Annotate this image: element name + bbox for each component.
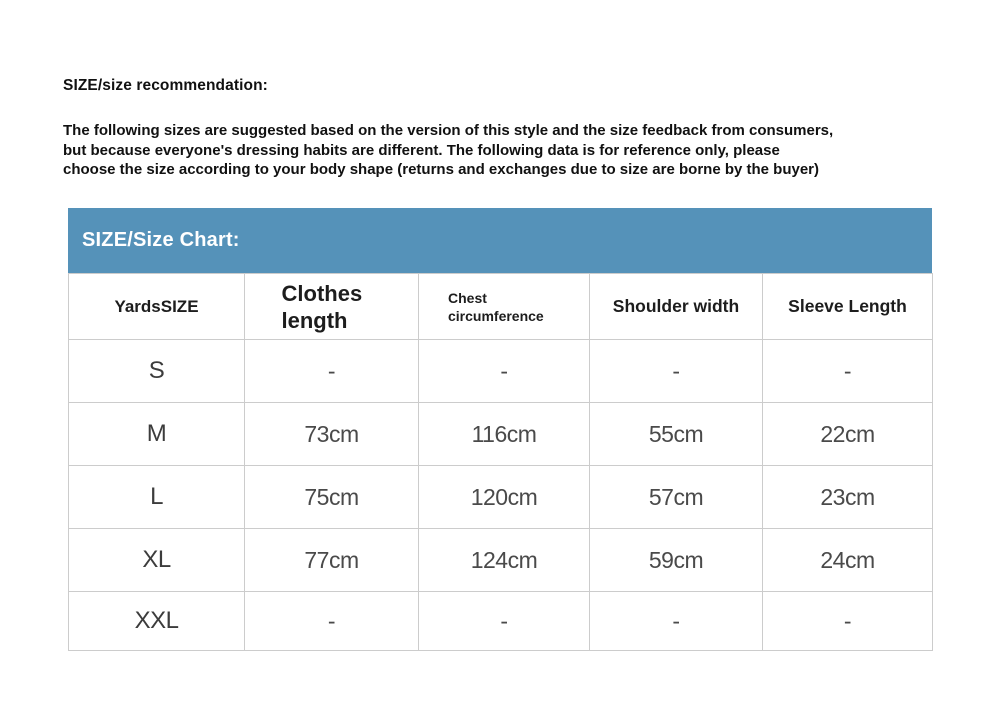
cell-clothes-length: 77cm (245, 529, 419, 592)
column-header-size (69, 274, 245, 340)
table-row-s (69, 340, 933, 403)
column-header-clothes-length-label: Clothes length (281, 280, 363, 333)
page-title: SIZE/size recommendation: (63, 77, 268, 94)
column-header-clothes-length (245, 274, 419, 340)
table-row-m (69, 403, 933, 466)
size-table (68, 273, 933, 651)
cell-clothes-length: 75cm (245, 466, 419, 529)
table-row-l (69, 466, 933, 529)
cell-chest-circumference: - (419, 340, 590, 403)
cell-size: S (69, 340, 245, 403)
description-line: but because everyone's dressing habits are different. The following data is for reference only, please (63, 141, 780, 159)
table-header-row (69, 274, 933, 340)
cell-sleeve-length: - (763, 592, 933, 651)
cell-shoulder-width: 57cm (590, 466, 763, 529)
cell-size: L (69, 466, 245, 529)
cell-sleeve-length: 22cm (763, 403, 933, 466)
cell-shoulder-width: - (590, 592, 763, 651)
cell-chest-circumference: 116cm (419, 403, 590, 466)
cell-shoulder-width: 59cm (590, 529, 763, 592)
cell-sleeve-length: - (763, 340, 933, 403)
column-header-chest-circumference (419, 274, 590, 340)
column-header-shoulder-width (590, 274, 763, 340)
cell-clothes-length: 73cm (245, 403, 419, 466)
cell-shoulder-width: - (590, 340, 763, 403)
table-row-xl (69, 529, 933, 592)
column-header-sleeve-length (763, 274, 933, 340)
cell-size: XXL (69, 592, 245, 651)
cell-size: M (69, 403, 245, 466)
cell-sleeve-length: 24cm (763, 529, 933, 592)
cell-clothes-length: - (245, 592, 419, 651)
size-description (63, 121, 833, 180)
column-header-sleeve-length-label: Sleeve Length (788, 296, 907, 316)
description-line: The following sizes are suggested based on the version of this style and the size feedback from consumers, (63, 122, 834, 139)
column-header-size-label: YardsSIZE (114, 296, 199, 316)
cell-chest-circumference: - (419, 592, 590, 651)
cell-sleeve-length: 23cm (763, 466, 933, 529)
description-line: choose the size according to your body shape (returns and exchanges due to size are borne by the buyer) (63, 161, 820, 178)
cell-size: XL (69, 529, 245, 592)
size-chart-banner (68, 208, 932, 273)
column-header-shoulder-width-label: Shoulder width (612, 296, 740, 316)
table-row-xxl (69, 592, 933, 651)
cell-chest-circumference: 120cm (419, 466, 590, 529)
size-chart-banner-title: SIZE/Size Chart: (82, 229, 240, 251)
cell-chest-circumference: 124cm (419, 529, 590, 592)
cell-shoulder-width: 55cm (590, 403, 763, 466)
column-header-chest-circumference-label: Chest circumference (448, 289, 544, 324)
size-chart (68, 208, 932, 651)
cell-clothes-length: - (245, 340, 419, 403)
